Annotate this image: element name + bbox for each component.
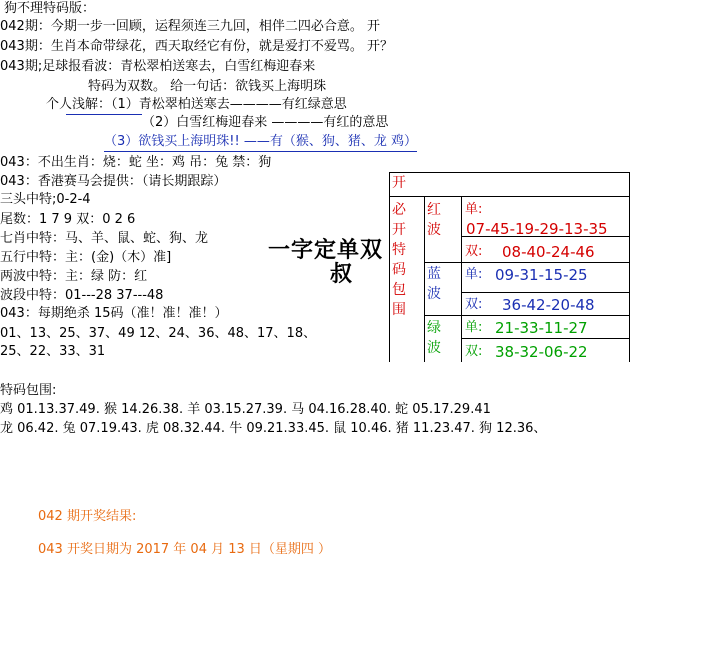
- red-dan-label: 单:: [465, 202, 483, 217]
- result-043: 043 开奖日期为 2017 年 04 月 13 日（星期四 ）: [38, 542, 332, 557]
- blue-dan-values: 09-31-15-25: [495, 266, 588, 284]
- baowei-title: 特码包围:: [0, 383, 57, 398]
- line-042: 042期：今期一步一回顾，运程须连三九回，相伴二四必合意。 开: [0, 19, 380, 34]
- blue-dan-label: 单:: [465, 267, 483, 282]
- green-dan-label: 单:: [465, 320, 483, 335]
- green-shuang-values: 38-32-06-22: [495, 343, 588, 361]
- page-title: 狗不理特码版：: [4, 1, 96, 16]
- blue-wave-label: 蓝波: [427, 266, 441, 302]
- red-dan-values: 07-45-19-29-13-35: [466, 220, 608, 238]
- big-title-line2: 叔: [330, 262, 354, 287]
- line-jueshao: 043：每期绝杀 15码（准！准！准！）: [0, 306, 228, 321]
- green-shuang-label: 双:: [465, 344, 483, 359]
- red-shuang-label: 双:: [465, 244, 483, 259]
- line-3: （3）欲钱买上海明珠!! ——有（猴、狗、猪、龙 鸡）: [104, 133, 417, 152]
- line-xianggang: 043：香港赛马会提供：（请长期跟踪）: [0, 174, 227, 189]
- line-bucheng: 043：不出生肖：烧：蛇 坐：鸡 吊：兔 禁：狗: [0, 155, 272, 170]
- line-santou: 三头中特;0-2-4: [0, 192, 91, 207]
- line-tema: 特码为双数。 给一句话：欲钱买上海明珠: [88, 79, 327, 94]
- line-043-football: 043期;足球报看波：青松翠柏送寒去，白雪红梅迎春来: [0, 59, 316, 74]
- red-wave-label: 红波: [427, 202, 441, 238]
- line-2: [66, 114, 142, 115]
- blue-shuang-values: 36-42-20-48: [502, 296, 595, 314]
- table-kai: 开: [392, 175, 406, 191]
- line-boduan: 波段中特：01---28 37---48: [0, 288, 164, 303]
- line-weishu: 尾数：1 7 9 双：0 2 6: [0, 212, 136, 227]
- line-liangbo: 两波中特：主：绿 防：红: [0, 269, 148, 284]
- green-wave-label: 绿波: [427, 320, 441, 356]
- result-042: 042 期开奖结果:: [38, 509, 137, 524]
- table-side-label: 必开特码包围: [392, 202, 406, 318]
- line-nums2: 25、22、33、31: [0, 344, 106, 359]
- green-dan-values: 21-33-11-27: [495, 319, 588, 337]
- line-043: 043期：生肖本命带绿花，西天取经它有份，就是爱打不爱骂。 开？: [0, 39, 393, 54]
- blue-shuang-label: 双:: [465, 297, 483, 312]
- baowei-row1: 鸡 01.13.37.49. 猴 14.26.38. 羊 03.15.27.39. 马 04.16.28.40. 蛇 05.17.29.41: [0, 402, 491, 417]
- line-qixiao: 七肖中特：马、羊、鼠、蛇、狗、龙: [0, 231, 209, 246]
- baowei-row2: 龙 06.42. 兔 07.19.43. 虎 08.32.44. 牛 09.21.33.45. 鼠 10.46. 猪 11.23.47. 狗 12.36、: [0, 421, 547, 436]
- big-title-line1: 一字定单双: [268, 238, 384, 263]
- line-2-text: （2）白雪红梅迎春来 ————有红的意思: [142, 115, 389, 130]
- line-wuhang: 五行中特：主：(金)（木）准]: [0, 250, 172, 265]
- red-shuang-values: 08-40-24-46: [502, 243, 595, 261]
- line-nums1: 01、13、25、37、49 12、24、36、48、17、18、: [0, 326, 317, 341]
- line-geren: 个人浅解：（1）青松翠柏送寒去————有红绿意思: [46, 97, 347, 112]
